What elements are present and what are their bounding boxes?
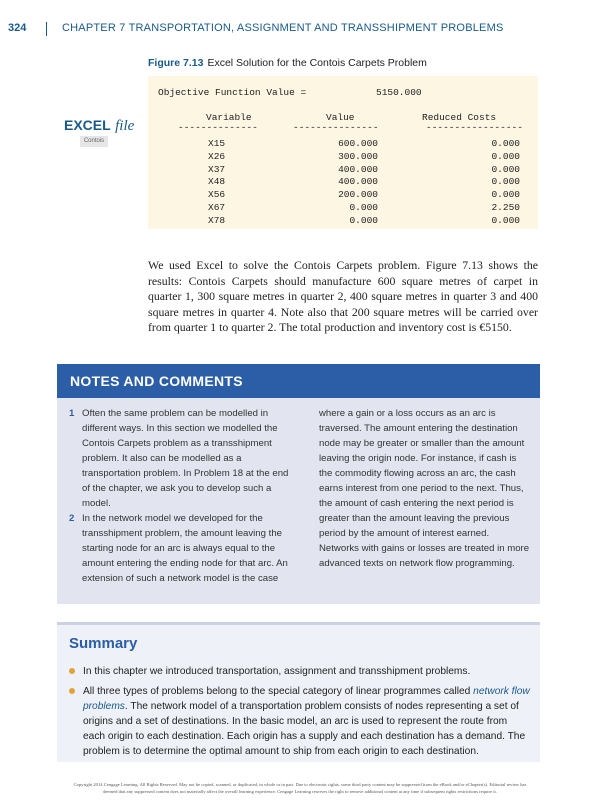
notes-left-column xyxy=(69,406,299,586)
dash-reduced-costs: ----------------- xyxy=(426,122,523,133)
note-number: 1 xyxy=(69,408,75,419)
summary-box xyxy=(57,622,540,762)
note-item xyxy=(69,511,299,586)
summary-item-text-cont: . The network model of a transportation problem consists of nodes representing a set of origins and a set of destinations. In the basic model, an arc is used to represent the route from each origin to each destination. Each origin has a supply and each destination has a demand. The problem is to determine the optimal amount to ship from each origin to each destination. xyxy=(83,701,526,757)
cell-value: 600.000 xyxy=(338,138,378,149)
cell-variable: X78 xyxy=(208,214,226,226)
summary-item xyxy=(69,664,531,679)
notes-and-comments-box xyxy=(57,364,540,604)
notes-header-bar xyxy=(57,364,540,398)
cell-variable: X15 xyxy=(208,138,226,149)
cell-reduced-cost: 0.000 xyxy=(491,176,520,188)
figure-caption-text: Excel Solution for the Contois Carpets Problem xyxy=(207,57,427,69)
file-word: file xyxy=(115,118,135,134)
table-row xyxy=(148,164,538,177)
table-row xyxy=(148,215,538,228)
header-value: Value xyxy=(326,112,355,123)
cell-variable: X48 xyxy=(208,176,226,188)
page-header xyxy=(0,22,600,40)
notes-title: NOTES AND COMMENTS xyxy=(70,373,243,389)
summary-item-text: All three types of problems belong to the special category of linear programmes called xyxy=(83,686,474,697)
table-row xyxy=(148,189,538,202)
header-divider xyxy=(46,22,47,36)
excel-word: EXCEL xyxy=(64,117,111,133)
table-row xyxy=(148,176,538,189)
cell-value: 400.000 xyxy=(338,176,378,188)
summary-list xyxy=(69,664,531,764)
chapter-title: CHAPTER 7 TRANSPORTATION, ASSIGNMENT AND TRANSSHIPMENT PROBLEMS xyxy=(62,22,504,34)
cell-value: 0.000 xyxy=(349,201,378,213)
cell-value: 300.000 xyxy=(338,150,378,162)
table-row xyxy=(148,151,538,164)
cell-reduced-cost: 0.000 xyxy=(491,150,520,162)
footer-line-1: Copyright 2014 Cengage Learning. All Rights Reserved. May not be copied, scanned, or duplicated, in whole or in part. Due to electronic rights, some third party content may be suppressed from the eBook and/or eChapter(s). Editorial review has xyxy=(73,782,527,787)
note-text: In the network model we developed for the transshipment problem, the amount leaving the starting node for an arc is always equal to the amount entering the ending node for that arc. An extension of such a network model is the case xyxy=(82,513,288,584)
figure-caption xyxy=(148,57,427,69)
cell-reduced-cost: 0.000 xyxy=(491,163,520,175)
body-paragraph: We used Excel to solve the Contois Carpets problem. Figure 7.13 shows the results: Contois Carpets should manufacture 600 square metres of carpet in quarter 1, 300 square metres in quarter 2, 400 square metres in quarter 3 and 400 square metres in quarter 4. Note also that 200 square metres will be carried over from quarter 1 to quarter 2. The total production and inventory cost is €5150. xyxy=(148,258,538,335)
summary-top-border xyxy=(57,622,540,625)
keyword-network-flow: network flow problems xyxy=(83,686,530,712)
header-variable: Variable xyxy=(206,112,252,123)
dash-value: --------------- xyxy=(293,122,379,133)
cell-variable: X67 xyxy=(208,201,226,213)
objective-label: Objective Function Value = xyxy=(158,87,307,98)
table-row xyxy=(148,202,538,215)
cell-value: 400.000 xyxy=(338,163,378,175)
summary-item xyxy=(69,684,531,759)
summary-title: Summary xyxy=(69,635,138,652)
table-row xyxy=(148,138,538,151)
cell-variable: X26 xyxy=(208,150,226,162)
cell-value: 0.000 xyxy=(349,214,378,226)
results-table xyxy=(148,138,538,228)
cell-reduced-cost: 0.000 xyxy=(491,189,520,201)
summary-item-text: In this chapter we introduced transportation, assignment and transshipment problems. xyxy=(83,666,471,677)
contois-file-badge: Contois xyxy=(80,136,108,147)
header-reduced-costs: Reduced Costs xyxy=(422,112,497,123)
bullet-icon xyxy=(69,688,75,694)
cell-reduced-cost: 0.000 xyxy=(491,138,520,149)
note-item xyxy=(69,406,299,511)
bullet-icon xyxy=(69,668,75,674)
objective-value: 5150.000 xyxy=(376,87,422,98)
page-number: 324 xyxy=(8,22,27,34)
dash-variable: -------------- xyxy=(178,122,258,133)
figure-number: Figure 7.13 xyxy=(148,57,204,69)
excel-file-note xyxy=(64,117,134,135)
cell-variable: X37 xyxy=(208,163,226,175)
excel-output-box xyxy=(148,76,538,229)
note-text: Often the same problem can be modelled in different ways. In this section we modelled the Contois Carpets problem as a transshipment problem. It also can be modelled as a transportation problem. In Problem 18 at the end of the chapter, we ask you to develop such a model. xyxy=(82,408,289,509)
cell-reduced-cost: 0.000 xyxy=(491,214,520,226)
cell-variable: X56 xyxy=(208,189,226,201)
note-continuation: where a gain or a loss occurs as an arc is traversed. The amount entering the destination node may be greater or smaller than the amount leaving the origin node. For instance, if cash is the commodity flowing across an arc, the cash earns interest from one period to the next. Thus, the amount of cash entering the next period is greater than the amount leaving the previous period by the amount of interest earned. Networks with gains or losses are treated in more advanced texts on network flow programming. xyxy=(319,408,530,569)
cell-reduced-cost: 2.250 xyxy=(491,201,520,213)
copyright-footer xyxy=(0,781,600,795)
notes-right-column xyxy=(319,406,531,571)
footer-line-2: deemed that any suppressed content does not materially affect the overall learning experience. Cengage Learning reserves the right to remove additional content at any time if subsequent rights restrictions require it. xyxy=(103,789,497,794)
note-number: 2 xyxy=(69,513,75,524)
cell-value: 200.000 xyxy=(338,189,378,201)
